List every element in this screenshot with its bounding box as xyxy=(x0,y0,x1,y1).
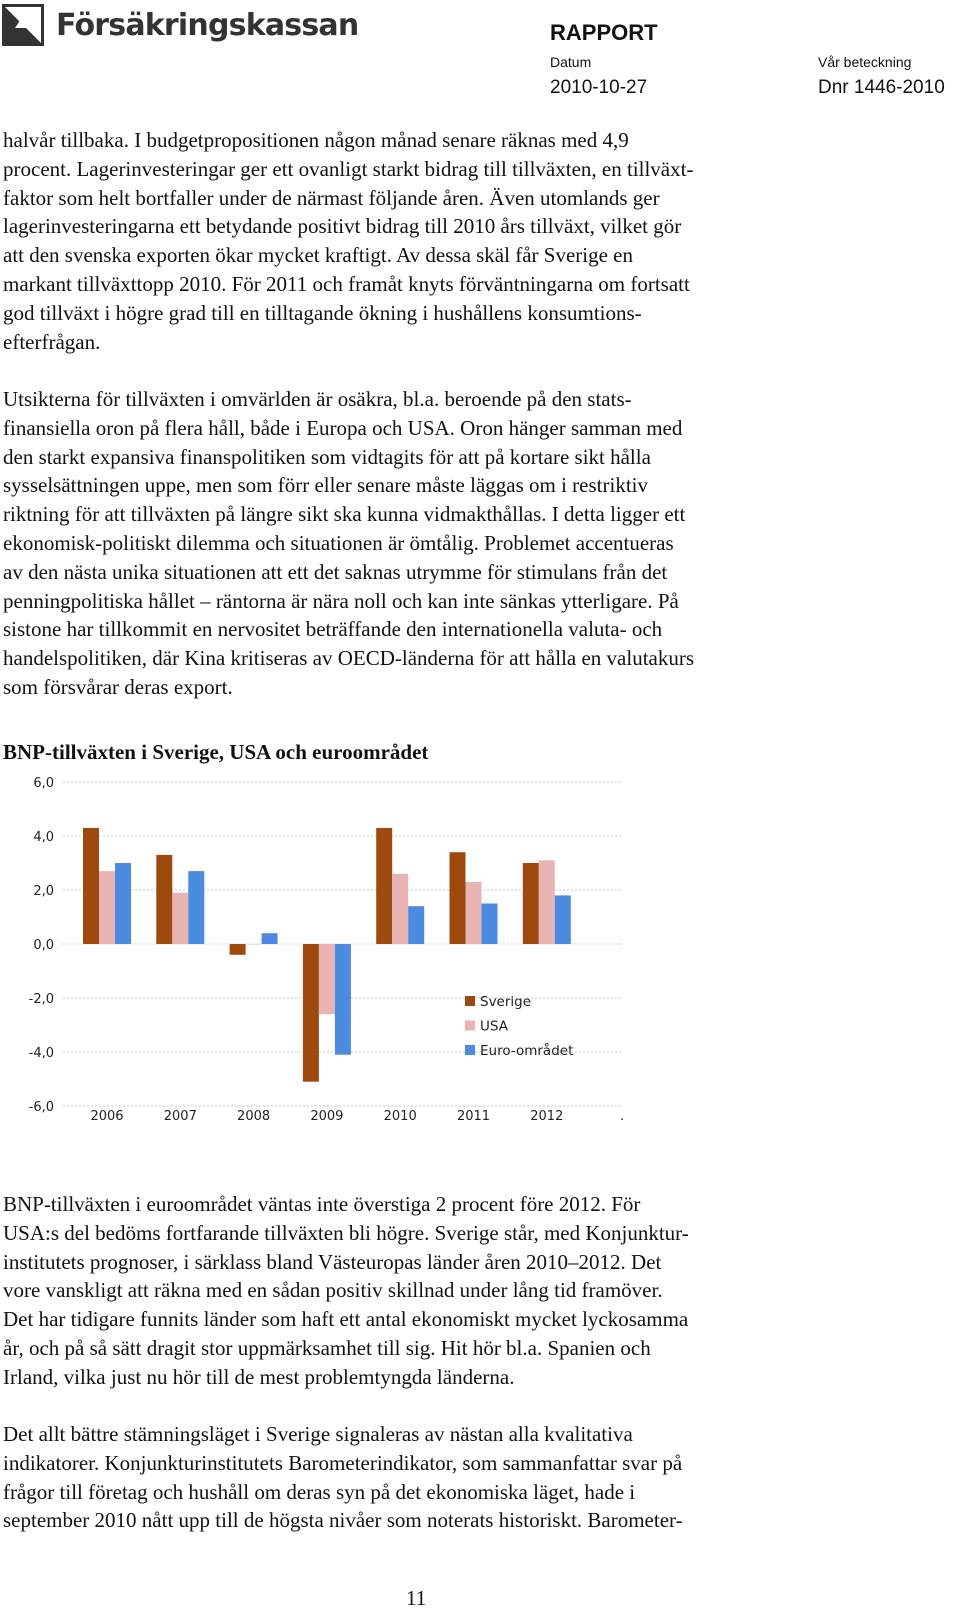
page-number: 11 xyxy=(406,1586,427,1610)
y-tick-label: -4,0 xyxy=(28,1046,54,1061)
bar-usa xyxy=(392,874,408,944)
legend-swatch xyxy=(465,1045,475,1055)
bar-sverige xyxy=(523,863,539,944)
x-tick-label: 2011 xyxy=(456,1109,491,1124)
y-tick-label: 0,0 xyxy=(33,938,54,953)
legend-label: Sverige xyxy=(480,994,532,1010)
logo xyxy=(2,2,358,48)
bar-usa xyxy=(466,882,482,944)
bar-sverige xyxy=(376,828,392,944)
y-tick-label: 4,0 xyxy=(33,830,54,845)
legend-label: USA xyxy=(480,1018,508,1035)
paragraph-4: Det allt bättre stämningsläget i Sverige signaleras av nästan alla kvalitativa indikatorer. Konjunkturinstitutets Barometerindikator, som sammanfattar svar på frågor till företag och hushåll om deras syn på det ekonomiska läget, hade i september 2010 nått upp till de högsta nivåer som noterats historiskt. Barometer- xyxy=(3,1422,683,1533)
bar-usa xyxy=(246,944,262,945)
bar-usa xyxy=(539,860,555,944)
legend-swatch xyxy=(465,996,475,1006)
paragraph-2: Utsikterna för tillväxten i omvärlden är osäkra, bl.a. beroende på den stats- finansiella oron på flera håll, både i Europa och USA. Oron hänger samman med den starkt expansiva finanspolitiken som vidtagits för att på kortare sikt hålla sysselsättningen uppe, men som förr eller senare måste läggas om i restriktiv riktning för att tillväxten på längre sikt ska kunna vidmakthållas. I detta ligger ett ekonomisk-politiskt dilemma och situationen är ömtålig. Problemet accentueras av den nästa unika situationen att ett det saknas utrymme för stimulans från det penningpolitiska hållet – räntorna är nära noll och kan inte sänkas ytterligare. På sistone har tillkommit en nervositet beträffande den internationella valuta- och handelspolitiken, där Kina kritiseras av OECD-länderna för att hålla en valutakurs som försvårar deras export. xyxy=(3,387,695,699)
x-tick-label: 2008 xyxy=(237,1109,271,1124)
bar-usa xyxy=(99,871,115,944)
paragraph-3: BNP-tillväxten i euroområdet väntas inte överstiga 2 procent före 2012. För USA:s del bedöms fortfarande tillväxten bli högre. Sverige står, med Konjunktur- institutets prognoser, i särklass bland Västeuropas länder åren 2010–2012. Det vore vanskligt att räkna med en sådan positiv skillnad under lång tid framöver. Det har tidigare funnits länder som haft ett antal ekonomiskt mycket lyckosamma år, och på så sätt dragit stor uppmärksamhet till sig. Hit hör bl.a. Spanien och Irland, vilka just nu hör till de mest problemtyngda länderna. xyxy=(3,1192,689,1389)
bar-sverige xyxy=(83,828,99,944)
reference-value: Dnr 1446-2010 xyxy=(818,77,945,98)
bar-sverige xyxy=(156,855,172,944)
bar-euro-området xyxy=(188,871,204,944)
x-tick-label: 2010 xyxy=(383,1109,417,1124)
bar-usa xyxy=(172,893,188,944)
paragraph-1: halvår tillbaka. I budgetpropositionen någon månad senare räknas med 4,9 procent. Lagerinvesteringar ger ett ovanligt starkt bidrag till tillväxten, en tillväxt- faktor som helt bortfaller under de närmast följande åren. Även utomlands ger lagerinvesteringarna ett betydande positivt bidrag till 2010 års tillväxt, vilket gör att den svenska exporten ökar mycket kraftigt. Av dessa skäl får Sverige en markant tillväxttopp 2010. För 2011 och framåt knyts förväntningarna om fortsatt god tillväxt i högre grad till en tilltagande ökning i hushållens konsumtions- efterfrågan. xyxy=(3,128,694,354)
legend-swatch xyxy=(465,1021,475,1031)
bar-sverige xyxy=(450,852,466,944)
bar-usa xyxy=(319,944,335,1014)
date-value: 2010-10-27 xyxy=(550,77,648,98)
bar-euro-området xyxy=(408,906,424,944)
legend-label: Euro-området xyxy=(480,1043,574,1059)
x-tick-label: 2006 xyxy=(90,1109,124,1124)
y-tick-label: -6,0 xyxy=(28,1100,54,1115)
reference-label: Vår beteckning xyxy=(818,54,912,70)
logo-mark-icon xyxy=(2,4,44,46)
y-tick-label: 6,0 xyxy=(33,776,54,791)
chart-title: BNP-tillväxten i Sverige, USA och euroområdet xyxy=(3,740,429,764)
x-tick-label: 2007 xyxy=(163,1109,197,1124)
bar-sverige xyxy=(303,944,319,1082)
bar-sverige xyxy=(230,944,246,955)
y-tick-label: -2,0 xyxy=(28,992,54,1007)
y-tick-label: 2,0 xyxy=(33,884,54,899)
bnp-growth-chart xyxy=(0,768,660,1148)
bar-euro-området xyxy=(482,904,498,945)
trailing-mark: . xyxy=(620,1109,625,1124)
report-title: RAPPORT xyxy=(550,20,658,45)
bar-euro-området xyxy=(262,933,278,944)
bar-euro-området xyxy=(335,944,351,1055)
date-label: Datum xyxy=(550,54,592,70)
logo-text: Försäkringskassan xyxy=(56,7,359,43)
x-tick-label: 2009 xyxy=(310,1109,344,1124)
bar-euro-området xyxy=(555,895,571,944)
x-tick-label: 2012 xyxy=(530,1109,564,1124)
bar-euro-området xyxy=(115,863,131,944)
